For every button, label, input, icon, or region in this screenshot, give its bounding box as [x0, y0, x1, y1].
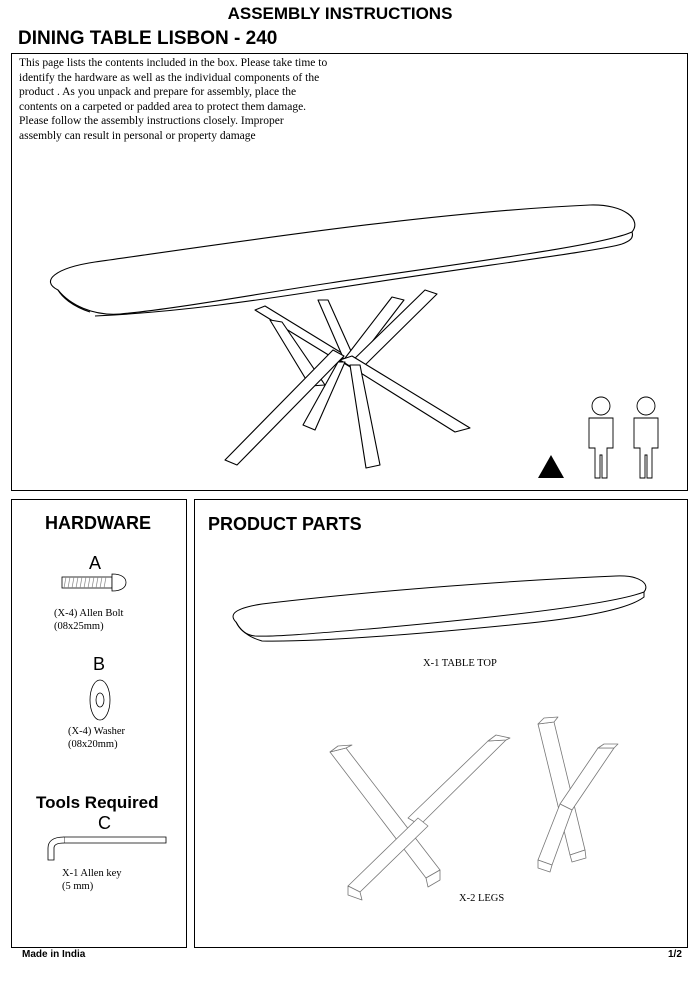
product-parts-title: PRODUCT PARTS [208, 514, 362, 534]
hardware-title: HARDWARE [45, 513, 151, 533]
tool-c-size: (5 mm) [62, 881, 94, 892]
hardware-b-letter: B [93, 654, 106, 674]
tools-title: Tools Required [36, 793, 159, 812]
hardware-a-letter: A [89, 553, 102, 573]
tool-c-name: X-1 Allen key [62, 868, 122, 879]
hardware-b-name: (X-4) Washer [68, 726, 125, 737]
table-top-label: X-1 TABLE TOP [423, 658, 497, 669]
hardware-a-name: (X-4) Allen Bolt [54, 608, 124, 619]
legs-label: X-2 LEGS [459, 893, 505, 904]
made-in-label: Made in India [22, 949, 86, 960]
product-title: DINING TABLE LISBON - 240 [18, 28, 278, 49]
page-number: 1/2 [668, 949, 682, 960]
tool-c-letter: C [98, 813, 111, 833]
hardware-a-size: (08x25mm) [54, 621, 104, 632]
intro-text: This page lists the contents included in the box. Please take time to identify the hardware as well as the individual components of the product . As you unpack and prepare for assembly, place the contents on a carpeted or padded area to protect them damage. Please follow the assembly instructions closely. Improper assembly can result in personal or property damage [19, 57, 328, 142]
document-title: ASSEMBLY INSTRUCTIONS [227, 4, 453, 23]
hardware-b-size: (08x20mm) [68, 739, 118, 750]
